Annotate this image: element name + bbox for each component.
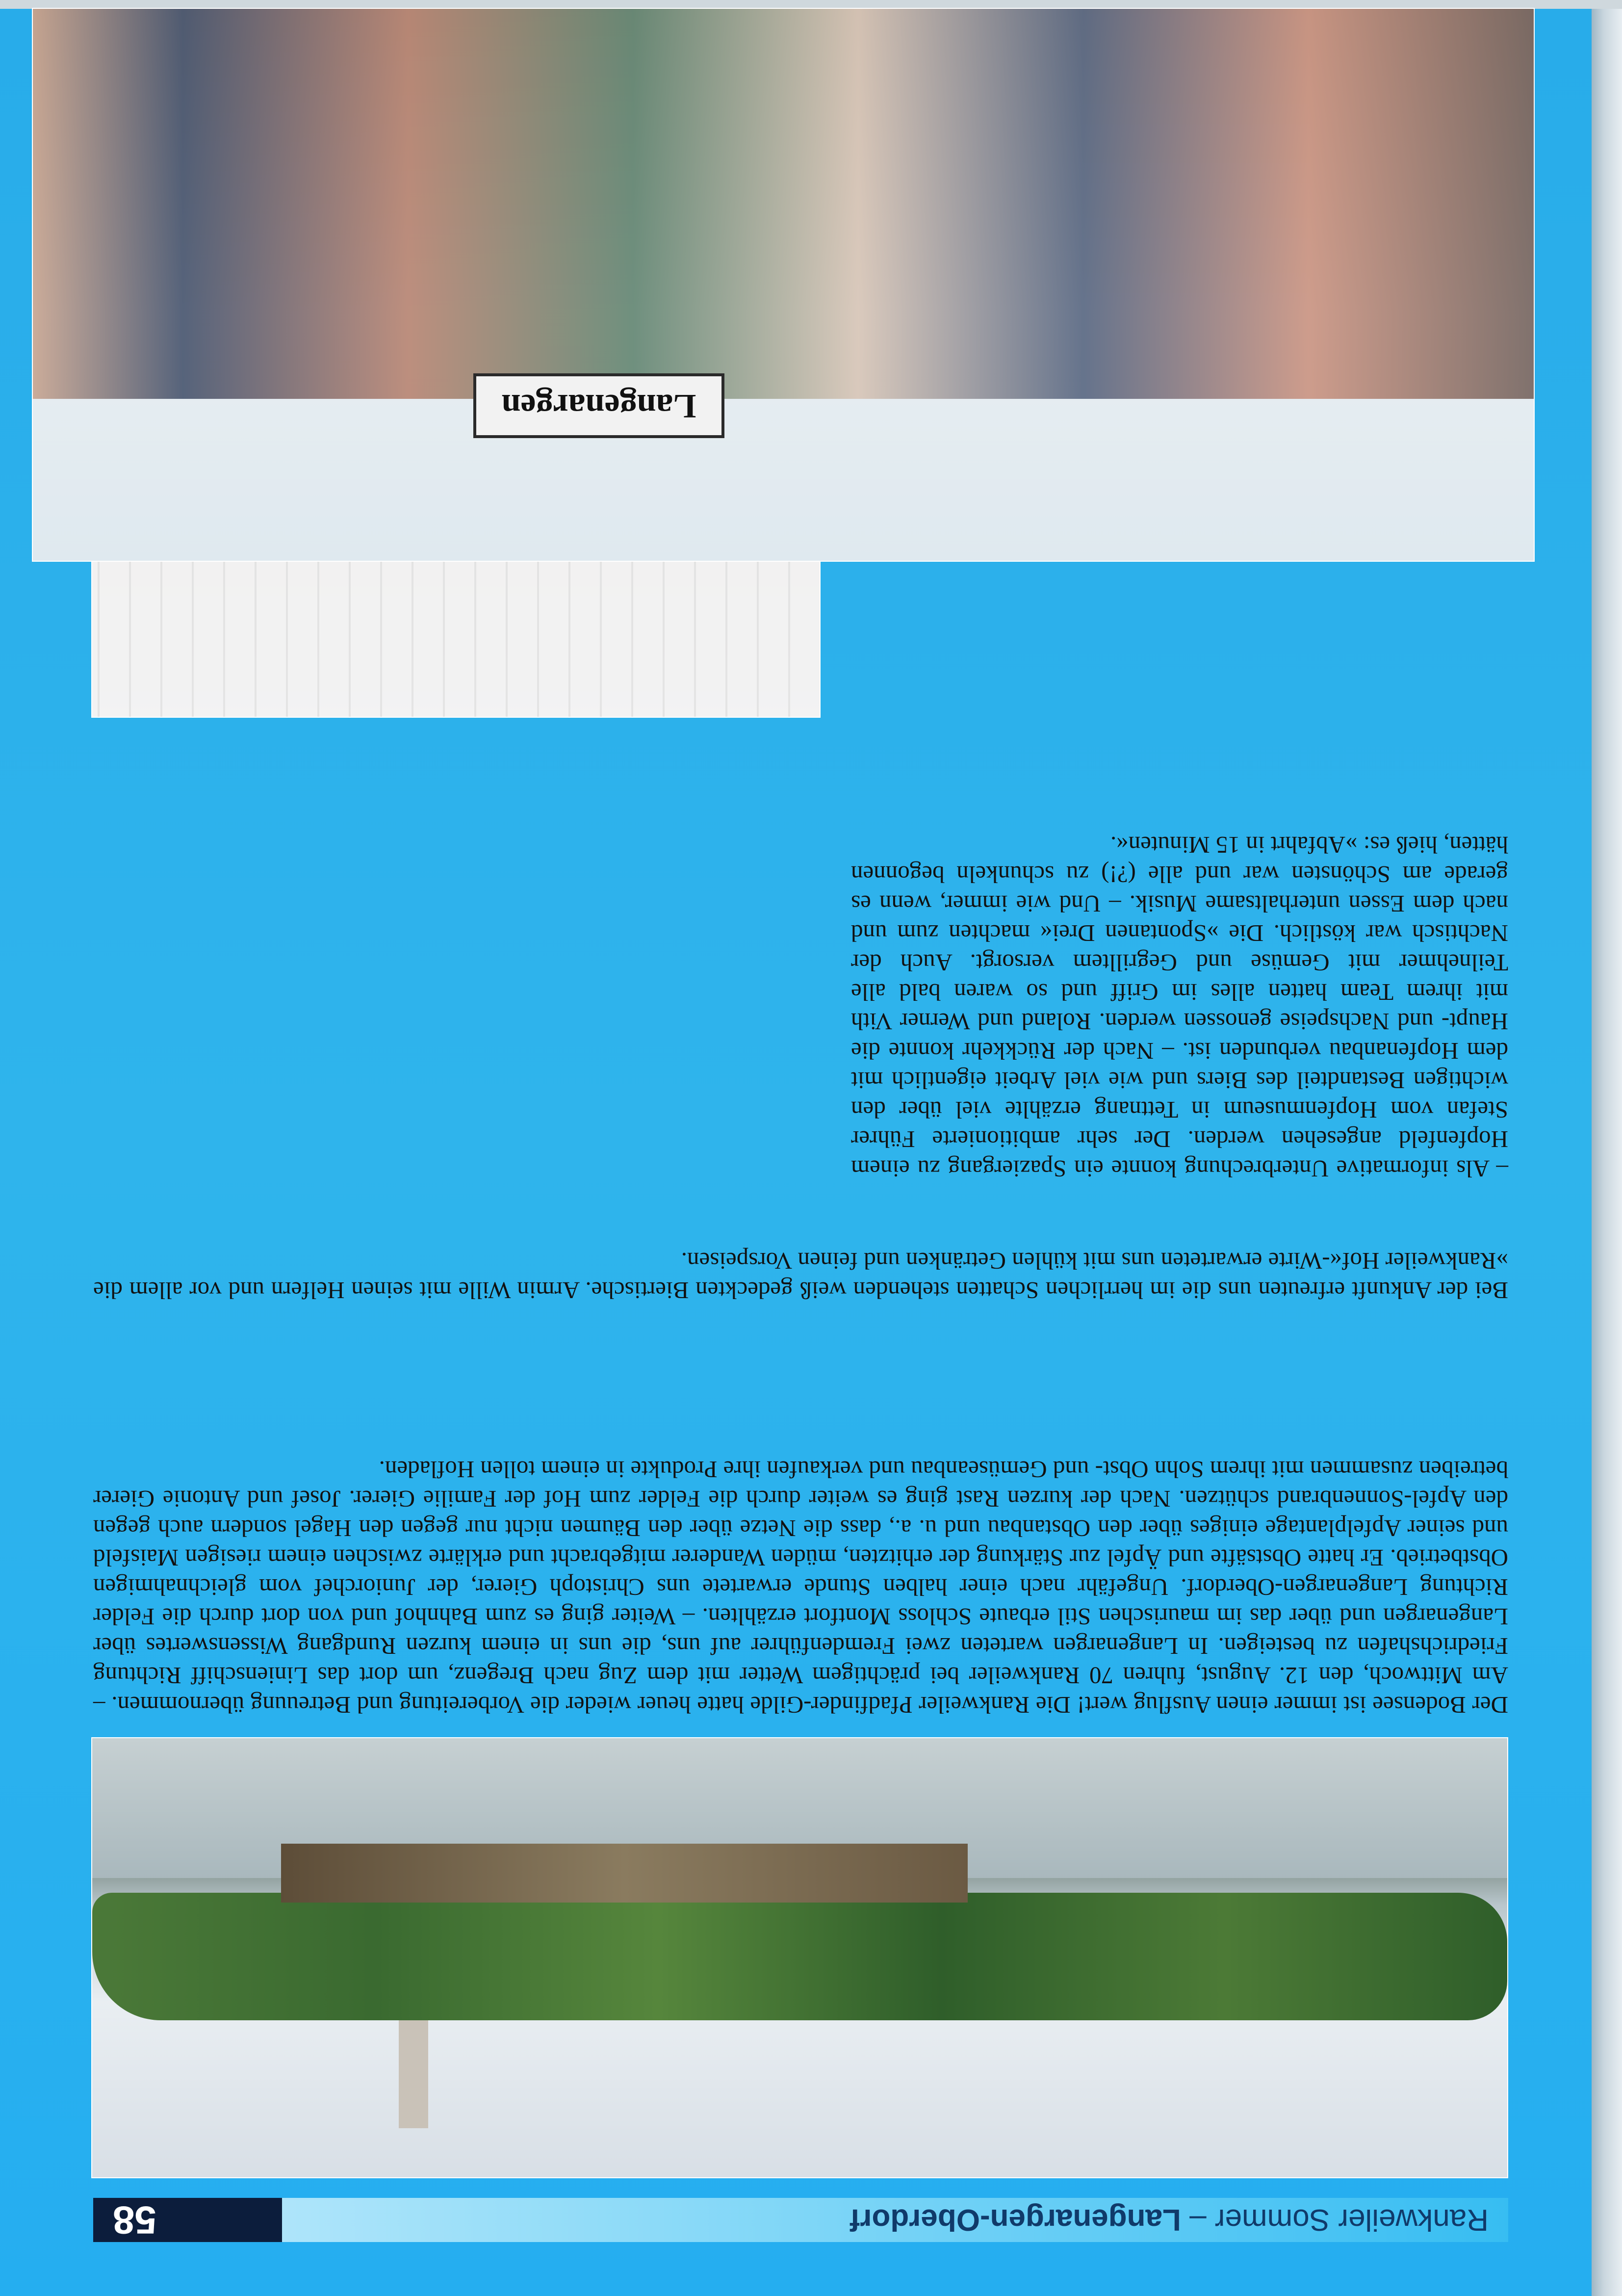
header-title-prefix: Rankweiler Sommer – <box>1181 2203 1489 2237</box>
group-photo <box>32 8 1535 562</box>
ceiling-tiles <box>92 555 820 717</box>
page-header <box>93 2198 1508 2242</box>
hopfen-paragraph: – Als informative Unterbrechung konnte ein Spaziergang zu einem Hopfenfeld angesehen werden. Der sehr ambitionierte Führer Stefan vom Hopfenmuseum in Tettnang erzählte viel über den wichtigen Bestandteil des Biers und wie viel Arbeit eigentlich mit dem Hopfenanbau verbunden ist. – Nach der Rückkehr konnte die Haupt- und Nachspeise genossen werden. Roland und Werner Vith mit ihrem Team hatten alles im Griff und so waren bald alle Teilnehmer mit Gemüse und Gegrilltem versorgt. Auch der Nachtisch war köstlich. Die »Spontanen Drei« machten zum und nach dem Essen unterhaltsame Musik. – Und wie immer, wenn es gerade am Schönsten war und alle (?!) zu schunkeln begonnen hätten, hieß es: »Abfahrt in 15 Minuten«. <box>851 832 1508 1182</box>
page-number: 58 <box>93 2198 282 2242</box>
article-arrival <box>93 1246 1508 1305</box>
crowd <box>33 9 1534 399</box>
article-intro <box>93 1455 1508 1720</box>
page-spine-edge <box>1592 0 1622 2296</box>
article-hopfen <box>851 830 1508 1183</box>
harbor-photo <box>91 1737 1508 2178</box>
langenargen-sign: Langenargen <box>473 373 724 438</box>
header-title-bold: Langenargen-Oberdorf <box>850 2203 1181 2237</box>
intro-paragraph: Der Bodensee ist immer einen Ausflug wert! Die Rankweiler Pfadfinder-Gilde hatte heuer wieder die Vorbereitung und Betreuung übernommen. – Am Mittwoch, den 12. August, fuhren 70 Rankweiler bei prächtigem Wetter mit dem Zug nach Bregenz, um dort das Linienschiff Richtung Friedrichshafen zu besteigen. In Langenargen warteten zwei Fremdenführer auf uns, die uns in einem kurzen Rundgang Wissenswertes über Langenargen und über das im maurischen Stil erbaute Schloss Montfort erzählten. – Weiter ging es zum Bahnhof und von dort durch die Felder Richtung Langenargen-Oberdorf. Ungefähr nach einer halben Stunde erwartete uns Christoph Gierer, der Juniorchef vom gleichnahmigen Obstbetrieb. Er hatte Obstsäfte und Äpfel zur Stärkung der erhitzten, müden Wanderer mitgebracht und erklärte zwischen einem riesigen Maisfeld und seiner Apfelplantage einiges über den Obstanbau und u. a., dass die Netze über den Bäumen nicht nur gegen den Hagel sondern auch gegen den Apfel-Sonnenbrand schützen. Nach der kurzen Rast ging es weiter durch die Felder zum Hof der Familie Gierer. Josef und Antonie Gierer betreiben zusammen mit ihrem Sohn Obst- und Gemüseanbau und verkaufen ihre Produkte in einem tollen Hofladen. <box>93 1456 1508 1719</box>
header-title <box>850 2203 1508 2238</box>
tree-line <box>92 1893 1507 2020</box>
harbor-pier <box>281 1844 968 1903</box>
arrival-paragraph: Bei der Ankunft erfreuten uns die im herrlichen Schatten stehenden weiß gedeckten Biertische. Armin Wille mit seinen Helfern und vor allem die »Rankweiler Hof«-Wirte erwarteten uns mit kühlen Getränken und feinen Vorspeisen. <box>93 1248 1508 1304</box>
